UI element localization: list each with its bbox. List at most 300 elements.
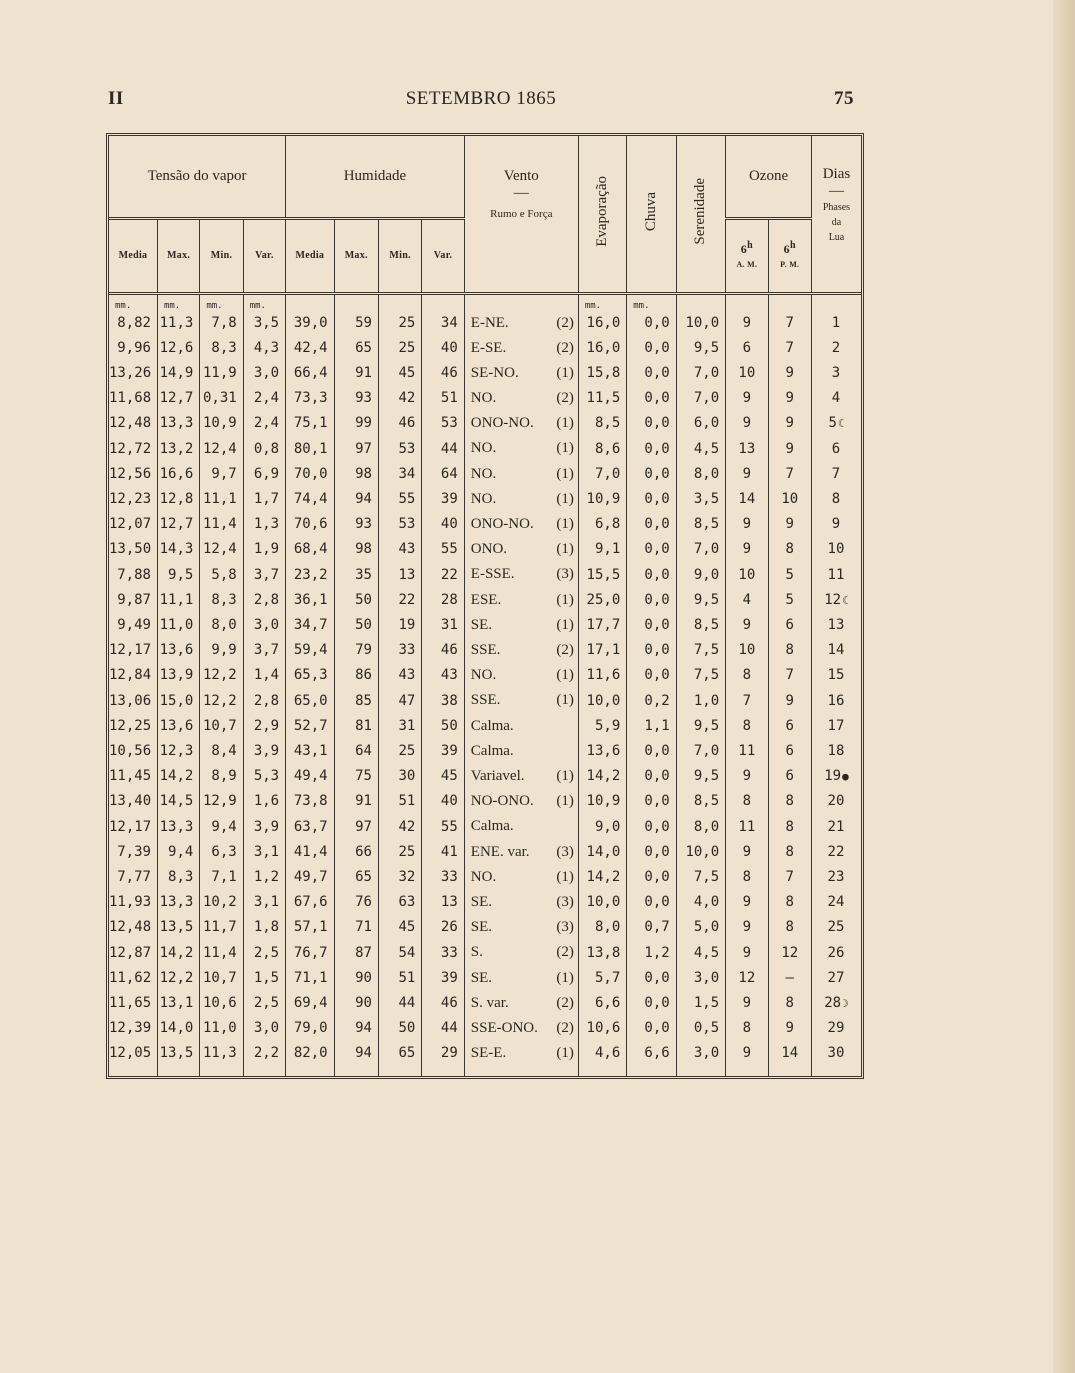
cell-hum-max: 98 [334,462,378,487]
cell-tensao-min: 11,3 [200,1041,243,1076]
cell-tensao-max: 13,3 [157,411,199,436]
cell-hum-min: 50 [378,1016,421,1041]
cell-tensao-min: 6,3 [200,840,243,865]
cell-ozone-am: 8 [726,865,768,890]
cell-serenidade: 6,0 [676,411,725,436]
cell-vento-rumo: S. [470,944,483,960]
header-vento [464,136,578,293]
cell-dia-number: 30 [827,1045,845,1061]
cell-tensao-min: 12,4 [200,436,243,462]
cell-serenidade: 3,0 [676,966,725,991]
cell-dia-number: 8 [831,491,841,507]
cell-vento-rumo: Calma. [470,742,514,759]
cell-vento-rumo: ONO. [470,540,508,557]
cell-hum-media: 71,1 [286,966,334,991]
cell-hum-media: 68,4 [286,537,334,562]
cell-vento [464,739,578,764]
cell-hum-media: 63,7 [286,814,334,840]
cell-hum-var: 22 [422,562,464,588]
cell-hum-media: 49,7 [286,865,334,890]
cell-ozone-am: 14 [726,487,768,512]
cell-vento-forca: (1) [556,364,574,381]
table-row [109,436,861,462]
cell-tensao-media: 9,96 [117,340,151,356]
cell-hum-max: 76 [334,890,378,915]
cell-vento-rumo: E-SE. [470,339,507,356]
cell-tensao-max: 14,0 [157,1016,199,1041]
cell-tensao-min: 11,9 [200,361,243,386]
cell-tensao-max: 9,4 [157,840,199,865]
cell-ozone-am: 9 [726,386,768,411]
unit-mm: mm. [243,295,285,311]
cell-chuva: 0,0 [627,966,676,991]
cell-dia [811,840,861,865]
cell-dia [811,663,861,688]
cell-vento [464,663,578,688]
cell-ozone-am: 8 [726,1016,768,1041]
cell-hum-var: 39 [422,739,464,764]
cell-dia [811,890,861,915]
cell-tensao-min: 10,9 [200,411,243,436]
sub-hum-max: Max. [334,218,378,293]
cell-tensao-media: 11,68 [109,390,152,406]
cell-hum-var: 13 [422,890,464,915]
cell-serenidade: 7,5 [676,638,725,663]
cell-serenidade: 7,5 [676,663,725,688]
cell-serenidade: 3,5 [676,487,725,512]
table-row [109,940,861,966]
cell-tensao-max: 11,1 [157,588,199,613]
cell-chuva: 0,7 [627,915,676,940]
moon-phase-icon: ☾ [842,594,849,607]
cell-hum-media: 82,0 [286,1041,334,1076]
cell-dia-number: 23 [827,869,845,885]
cell-hum-var: 44 [422,1016,464,1041]
cell-tensao-var: 3,1 [243,890,285,915]
cell-tensao-max: 11,3 [157,311,199,336]
cell-dia-number: 16 [827,692,845,709]
table-row [109,865,861,890]
cell-vento-forca: (2) [556,994,574,1011]
oz-am-h: h [747,240,753,251]
table-row [109,789,861,814]
cell-chuva: 6,6 [627,1041,676,1076]
cell-vento-forca: (1) [556,1044,574,1061]
header-dias-label: Dias [822,166,851,182]
cell-ozone-am: 12 [726,966,768,991]
header-ozone: Ozone [726,136,812,218]
cell-evaporacao: 15,5 [578,562,626,588]
cell-tensao-min: 12,4 [200,537,243,562]
sub-hum-media: Media [286,218,334,293]
cell-tensao-max: 16,6 [157,462,199,487]
cell-hum-var: 39 [422,966,464,991]
meteorological-table [106,133,864,1079]
cell-tensao-media: 12,48 [109,919,152,935]
cell-hum-max: 86 [334,663,378,688]
cell-dia-number: 3 [831,365,841,381]
cell-serenidade: 8,5 [676,789,725,814]
cell-serenidade: 9,5 [676,336,725,361]
cell-ozone-am: 9 [726,512,768,537]
cell-ozone-am: 10 [726,638,768,663]
cell-ozone-am: 6 [726,336,768,361]
cell-dia [811,562,861,588]
cell-hum-var: 28 [422,588,464,613]
cell-dia [811,865,861,890]
table-row [109,890,861,915]
cell-tensao-min: 12,2 [200,663,243,688]
cell-vento [464,311,578,336]
cell-tensao-min: 11,0 [200,1016,243,1041]
oz-am-6: 6 [740,242,748,256]
cell-tensao-var: 1,6 [243,789,285,814]
cell-vento-rumo: ESE. [470,591,502,608]
cell-dia-number: 1 [831,315,841,331]
cell-vento-forca: (1) [556,666,574,683]
header-dias-sub1: Phases [822,202,851,213]
cell-tensao-max: 13,1 [157,991,199,1016]
table-row [109,688,861,714]
table-row [109,638,861,663]
cell-dia-number: 4 [831,390,841,406]
cell-vento [464,562,578,588]
cell-serenidade: 0,5 [676,1016,725,1041]
cell-vento-rumo: NO. [470,440,497,456]
cell-tensao-max: 13,2 [157,436,199,462]
cell-ozone-pm: — [768,966,811,991]
table-row [109,966,861,991]
cell-hum-min: 13 [378,562,421,588]
cell-chuva: 0,0 [627,386,676,411]
cell-tensao-media: 11,45 [109,768,152,784]
cell-evaporacao: 13,6 [578,739,626,764]
header-evaporacao-label: Evaporação [594,175,611,247]
cell-evaporacao: 6,6 [578,991,626,1016]
cell-evaporacao: 13,8 [578,940,626,966]
moon-phase-icon: ● [842,770,849,783]
cell-chuva: 0,0 [627,739,676,764]
header-chuva [627,136,676,293]
cell-vento [464,991,578,1016]
cell-hum-min: 43 [378,663,421,688]
header-vento-dash: — [513,185,529,201]
table-row [109,512,861,537]
cell-chuva: 0,0 [627,311,676,336]
cell-tensao-max: 14,3 [157,537,199,562]
cell-ozone-pm: 9 [768,411,811,436]
cell-hum-media: 65,3 [286,663,334,688]
cell-hum-max: 35 [334,562,378,588]
cell-evaporacao: 9,1 [578,537,626,562]
page-number: 75 [834,88,854,109]
cell-hum-max: 85 [334,688,378,714]
cell-chuva: 0,0 [627,462,676,487]
cell-hum-media: 49,4 [286,764,334,789]
cell-vento-forca: (1) [556,591,574,608]
cell-ozone-pm: 7 [768,865,811,890]
cell-vento-forca: (2) [556,389,574,406]
cell-hum-max: 65 [334,865,378,890]
cell-tensao-var: 3,7 [243,638,285,663]
cell-hum-max: 81 [334,714,378,739]
cell-vento [464,588,578,613]
cell-tensao-media: 12,87 [109,944,152,961]
cell-evaporacao: 8,6 [578,436,626,462]
cell-tensao-media: 12,48 [109,415,152,431]
cell-hum-var: 39 [422,487,464,512]
cell-hum-max: 91 [334,789,378,814]
cell-chuva: 0,0 [627,663,676,688]
cell-chuva: 0,0 [627,789,676,814]
cell-tensao-min: 11,1 [200,487,243,512]
cell-vento-rumo: NO. [470,389,497,406]
cell-dia [811,991,861,1016]
cell-ozone-pm: 8 [768,915,811,940]
cell-serenidade: 9,5 [676,764,725,789]
cell-chuva: 0,0 [627,336,676,361]
table-row [109,537,861,562]
cell-tensao-min: 10,2 [200,890,243,915]
cell-tensao-media: 11,62 [109,970,152,986]
cell-dia [811,714,861,739]
cell-vento-rumo: NO. [470,666,497,683]
cell-serenidade: 10,0 [676,840,725,865]
cell-serenidade: 7,0 [676,739,725,764]
cell-hum-media: 39,0 [286,311,334,336]
cell-evaporacao: 10,9 [578,487,626,512]
cell-tensao-var: 6,9 [243,462,285,487]
cell-evaporacao: 16,0 [578,311,626,336]
cell-tensao-min: 10,7 [200,966,243,991]
cell-ozone-am: 11 [726,814,768,840]
cell-hum-var: 40 [422,336,464,361]
header-dias-sub3: Lua [828,232,845,243]
cell-ozone-am: 9 [726,537,768,562]
cell-hum-media: 74,4 [286,487,334,512]
cell-hum-min: 43 [378,537,421,562]
header-tensao: Tensão do vapor [147,167,247,184]
cell-dia-number: 17 [827,718,845,734]
cell-tensao-min: 7,1 [200,865,243,890]
cell-ozone-am: 10 [726,562,768,588]
cell-vento-rumo: ENE. var. [470,843,530,860]
cell-tensao-max: 9,5 [157,562,199,588]
cell-vento-forca: (1) [556,868,574,885]
cell-tensao-min: 0,31 [200,386,243,411]
cell-tensao-media: 11,65 [109,995,152,1011]
cell-hum-min: 45 [378,915,421,940]
cell-vento [464,764,578,789]
cell-tensao-max: 13,6 [157,714,199,739]
cell-serenidade: 4,5 [676,940,725,966]
cell-ozone-pm: 6 [768,739,811,764]
cell-ozone-am: 7 [726,688,768,714]
cell-vento-rumo: NO. [470,490,497,507]
cell-serenidade: 9,5 [676,588,725,613]
cell-hum-min: 25 [378,336,421,361]
cell-tensao-media: 12,56 [109,466,152,482]
cell-tensao-media: 13,06 [109,692,152,709]
cell-hum-max: 59 [334,311,378,336]
header-vento-sub: Rumo e Força [490,208,553,220]
table-row [109,1016,861,1041]
cell-vento [464,688,578,714]
cell-chuva: 0,0 [627,512,676,537]
cell-tensao-media: 7,39 [117,844,151,860]
cell-ozone-am: 9 [726,890,768,915]
cell-vento [464,840,578,865]
cell-hum-var: 64 [422,462,464,487]
cell-vento-rumo: SSE. [470,641,501,658]
cell-tensao-media: 12,25 [109,718,152,734]
cell-ozone-pm: 8 [768,840,811,865]
cell-hum-min: 42 [378,386,421,411]
cell-evaporacao: 11,5 [578,386,626,411]
cell-hum-min: 47 [378,688,421,714]
cell-dia-number: 12 [824,592,842,608]
cell-hum-media: 65,0 [286,688,334,714]
cell-tensao-var: 2,5 [243,991,285,1016]
cell-chuva: 0,0 [627,562,676,588]
cell-tensao-var: 3,0 [243,613,285,638]
cell-chuva: 0,0 [627,411,676,436]
cell-tensao-max: 12,6 [157,336,199,361]
cell-tensao-media: 12,05 [109,1045,152,1061]
cell-hum-media: 42,4 [286,336,334,361]
cell-ozone-pm: 10 [768,487,811,512]
cell-vento-rumo: ONO-NO. [470,414,534,431]
cell-ozone-am: 4 [726,588,768,613]
cell-hum-var: 46 [422,638,464,663]
cell-ozone-pm: 9 [768,361,811,386]
cell-vento-forca: (2) [556,641,574,658]
cell-chuva: 1,1 [627,714,676,739]
cell-hum-max: 50 [334,588,378,613]
unit-mm: mm. [115,300,132,311]
cell-tensao-min: 10,6 [200,991,243,1016]
cell-hum-var: 55 [422,814,464,840]
cell-vento-rumo: Calma. [470,818,514,834]
cell-vento [464,336,578,361]
cell-hum-max: 75 [334,764,378,789]
oz-pm-h: h [789,240,796,251]
cell-tensao-var: 3,0 [243,361,285,386]
cell-vento-forca: (1) [556,616,574,633]
header-dias-sub2: da [831,217,842,228]
cell-tensao-min: 12,9 [200,789,243,814]
cell-vento-forca: (3) [556,893,574,910]
cell-hum-var: 34 [422,311,464,336]
cell-serenidade: 8,5 [676,512,725,537]
cell-vento-forca: (2) [556,314,574,331]
cell-tensao-media: 13,40 [109,793,152,809]
cell-tensao-max: 13,5 [157,1041,199,1076]
unit-mm: mm. [627,295,676,311]
cell-hum-max: 94 [334,487,378,512]
table-row [109,814,861,840]
cell-vento-forca: (3) [556,918,574,935]
cell-serenidade: 7,5 [676,865,725,890]
cell-chuva: 0,0 [627,840,676,865]
cell-vento-rumo: NO-ONO. [470,792,534,809]
cell-vento-rumo: S. var. [470,994,509,1011]
table-row [109,915,861,940]
cell-ozone-pm: 9 [768,688,811,714]
table-row [109,663,861,688]
cell-evaporacao: 7,0 [578,462,626,487]
cell-tensao-var: 1,7 [243,487,285,512]
cell-hum-media: 52,7 [286,714,334,739]
cell-vento [464,940,578,966]
cell-hum-media: 69,4 [286,991,334,1016]
cell-evaporacao: 11,6 [578,663,626,688]
cell-ozone-pm: 5 [768,562,811,588]
cell-hum-max: 65 [334,336,378,361]
cell-ozone-pm: 8 [768,789,811,814]
cell-dia [811,336,861,361]
cell-evaporacao: 10,6 [578,1016,626,1041]
cell-tensao-media: 12,17 [109,642,152,658]
cell-tensao-min: 10,7 [200,714,243,739]
cell-hum-min: 22 [378,588,421,613]
header-vento-label: Vento [503,168,539,184]
cell-vento [464,462,578,487]
cell-ozone-am: 8 [726,663,768,688]
cell-serenidade: 7,0 [676,537,725,562]
cell-evaporacao: 14,2 [578,865,626,890]
cell-dia [811,966,861,991]
cell-tensao-media: 10,56 [109,743,152,759]
cell-hum-media: 43,1 [286,739,334,764]
cell-hum-media: 36,1 [286,588,334,613]
cell-tensao-min: 9,9 [200,638,243,663]
cell-hum-max: 91 [334,361,378,386]
units-row [109,295,861,311]
cell-hum-min: 44 [378,991,421,1016]
cell-tensao-var: 2,8 [243,588,285,613]
cell-tensao-media: 12,39 [109,1020,152,1036]
cell-dia [811,638,861,663]
cell-tensao-max: 11,0 [157,613,199,638]
cell-ozone-pm: 8 [768,814,811,840]
cell-tensao-var: 2,2 [243,1041,285,1076]
cell-tensao-var: 1,5 [243,966,285,991]
cell-serenidade: 9,5 [676,714,725,739]
cell-chuva: 0,0 [627,613,676,638]
oz-pm-6: 6 [783,242,790,256]
cell-evaporacao: 6,8 [578,512,626,537]
cell-hum-media: 76,7 [286,940,334,966]
cell-vento-rumo: SE-E. [470,1044,507,1061]
cell-tensao-var: 0,8 [243,436,285,462]
cell-dia-number: 26 [827,944,845,961]
cell-evaporacao: 16,0 [578,336,626,361]
cell-serenidade: 5,0 [676,915,725,940]
cell-dia-number: 24 [827,894,845,910]
cell-vento [464,411,578,436]
cell-tensao-var: 2,4 [243,411,285,436]
cell-tensao-var: 1,3 [243,512,285,537]
cell-dia-number: 18 [827,743,845,759]
cell-tensao-min: 9,4 [200,814,243,840]
cell-ozone-pm: 5 [768,588,811,613]
cell-hum-max: 66 [334,840,378,865]
cell-vento [464,512,578,537]
cell-hum-media: 59,4 [286,638,334,663]
cell-vento-rumo: E-NE. [470,314,509,331]
cell-ozone-pm: 9 [768,1016,811,1041]
